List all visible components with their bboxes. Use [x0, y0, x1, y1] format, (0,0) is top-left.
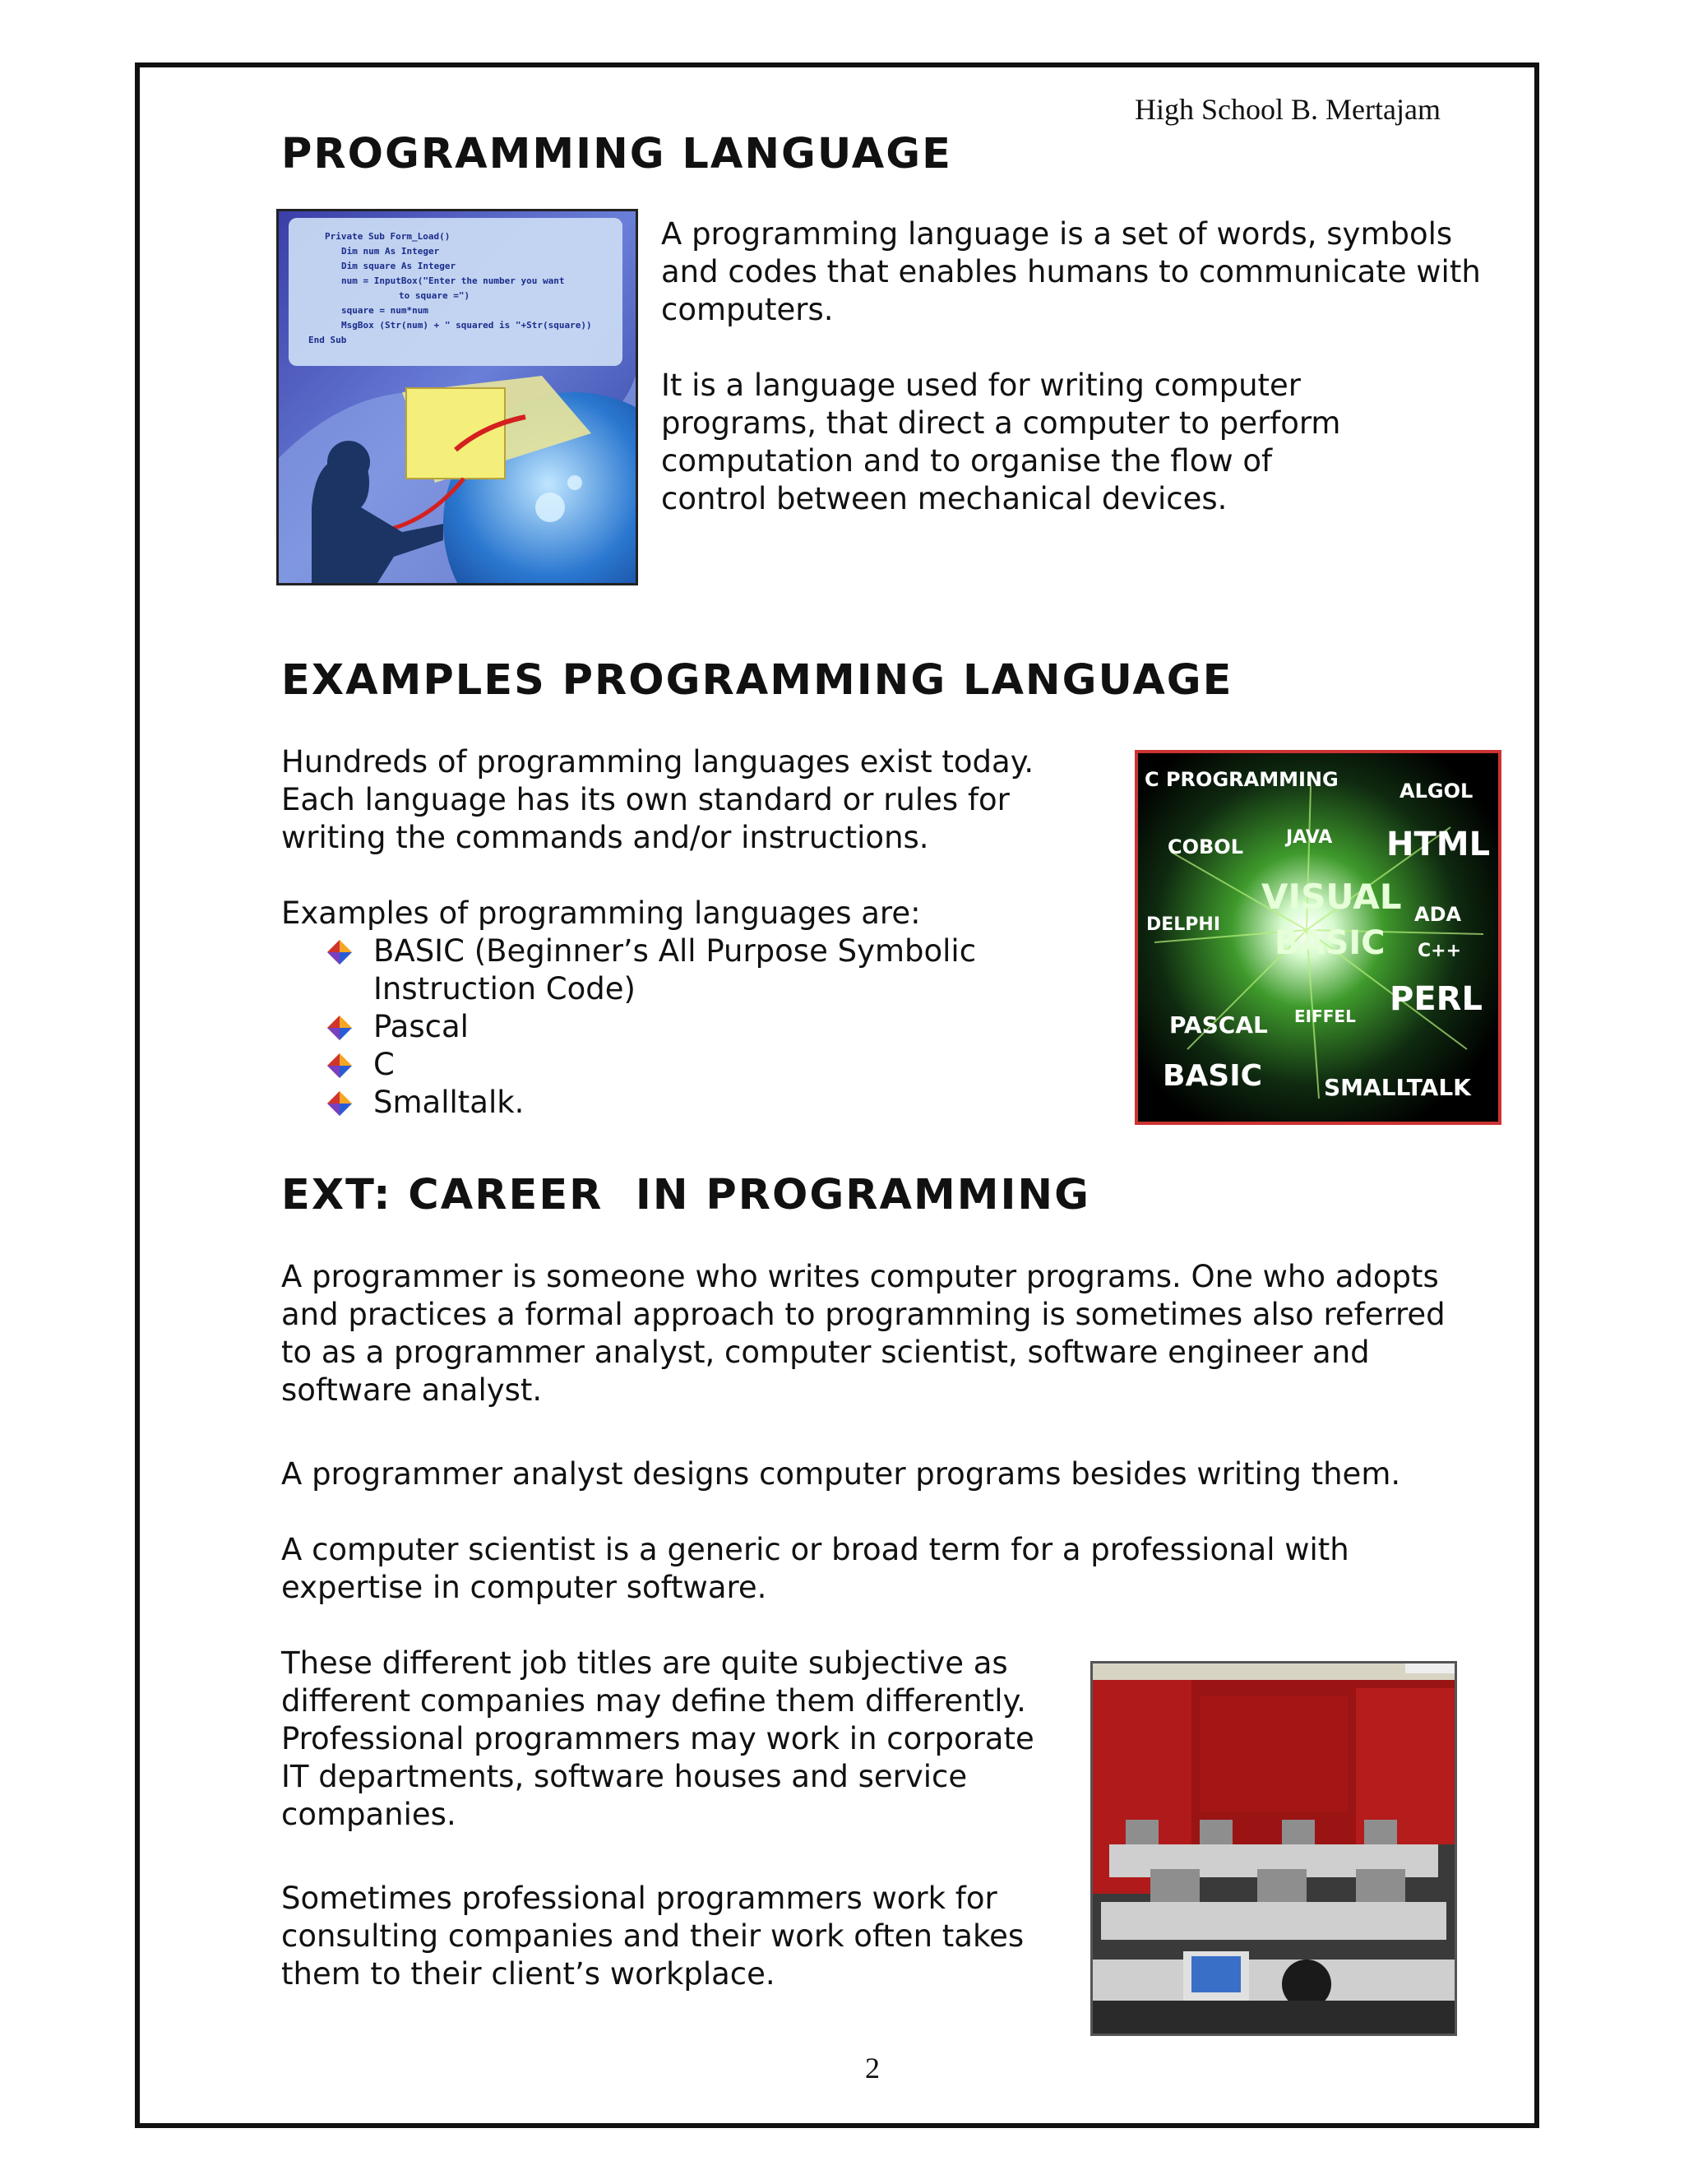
list-item — [327, 932, 1034, 1008]
examples-intro-paragraph: Hundreds of programming languages exist today. Each language has its own standard or rules for writing the commands and/or instructions. — [281, 744, 1034, 855]
purpose-paragraph: It is a language used for writing computer programs, that direct a computer to perform computation and to organise the flow of control between mechanical devices. — [661, 368, 1341, 516]
word-pascal: PASCAL — [1169, 1011, 1268, 1039]
word-ada: ADA — [1414, 903, 1462, 926]
code-line: End Sub — [308, 335, 347, 345]
office-cubicles-photo — [1090, 1661, 1457, 2036]
programming-illustration — [276, 209, 638, 585]
code-line: num = InputBox("Enter the number you want — [341, 275, 565, 286]
word-c-programming: C PROGRAMMING — [1145, 768, 1339, 791]
list-item-label: BASIC (Beginner’s All Purpose Symbolic Instruction Code) — [373, 933, 977, 1006]
code-snippet — [300, 229, 621, 348]
definition-paragraph: A programming language is a set of words, symbols and codes that enables humans to communicate with computers. — [661, 216, 1481, 327]
examples-list-intro: Examples of programming languages are: — [281, 895, 921, 931]
list-item-label: Pascal — [373, 1009, 469, 1044]
code-line: Private Sub Form_Load() — [325, 231, 451, 242]
office-photo-graphic — [1093, 1663, 1455, 2034]
computer-scientist-paragraph: A computer scientist is a generic or broad term for a professional with expertise in computer software. — [281, 1532, 1349, 1605]
languages-word-cloud — [1135, 750, 1501, 1125]
language-list — [327, 932, 1034, 1122]
diamond-bullet-icon — [327, 1053, 352, 1078]
programmer-definition-paragraph: A programmer is someone who writes computer programs. One who adopts and practices a formal approach to programming is sometimes also referred to as a programmer analyst, computer scientist, software engineer and software analyst. — [281, 1259, 1446, 1408]
word-smalltalk: SMALLTALK — [1324, 1074, 1471, 1101]
job-titles-paragraph: These different job titles are quite subjective as different companies may define them differently. Professional programmers may work in corporate IT departments, software houses and service companies. — [281, 1645, 1034, 1832]
code-line: to square =") — [399, 290, 470, 301]
list-item — [327, 1046, 1034, 1084]
school-header: High School B. Mertajam — [1135, 93, 1441, 126]
diamond-bullet-icon — [327, 940, 352, 965]
code-line: square = num*num — [341, 305, 428, 316]
diamond-bullet-icon — [327, 1091, 352, 1116]
section-title-programming-language: PROGRAMMING LANGUAGE — [281, 130, 952, 178]
word-basic: BASIC — [1163, 1059, 1263, 1093]
word-visual: VISUAL — [1261, 877, 1402, 917]
list-item — [327, 1008, 1034, 1046]
word-eiffel: EIFFEL — [1294, 1006, 1356, 1026]
page-number: 2 — [865, 2052, 880, 2085]
word-cpp: C++ — [1418, 941, 1462, 961]
word-java: JAVA — [1286, 827, 1333, 848]
word-delphi: DELPHI — [1146, 914, 1221, 935]
consulting-paragraph: Sometimes professional programmers work for consulting companies and their work often takes them to their client’s workplace. — [281, 1881, 1025, 1992]
section-title-career: EXT: CAREER IN PROGRAMMING — [281, 1171, 1090, 1219]
code-line: Dim num As Integer — [341, 246, 440, 257]
section-title-examples: EXAMPLES PROGRAMMING LANGUAGE — [281, 656, 1233, 705]
diamond-bullet-icon — [327, 1016, 352, 1040]
word-perl: PERL — [1390, 980, 1483, 1018]
code-line: Dim square As Integer — [341, 261, 456, 271]
word-algol: ALGOL — [1399, 780, 1474, 803]
word-cobol: COBOL — [1168, 835, 1244, 858]
code-line: MsgBox (Str(num) + " squared is "+Str(square)) — [341, 320, 592, 331]
programmer-analyst-paragraph: A programmer analyst designs computer programs besides writing them. — [281, 1456, 1401, 1492]
list-item — [327, 1084, 1034, 1122]
list-item-label: C — [373, 1047, 395, 1082]
word-html: HTML — [1386, 826, 1491, 863]
word-basic-center: BASIC — [1275, 924, 1386, 962]
list-item-label: Smalltalk. — [373, 1085, 525, 1120]
